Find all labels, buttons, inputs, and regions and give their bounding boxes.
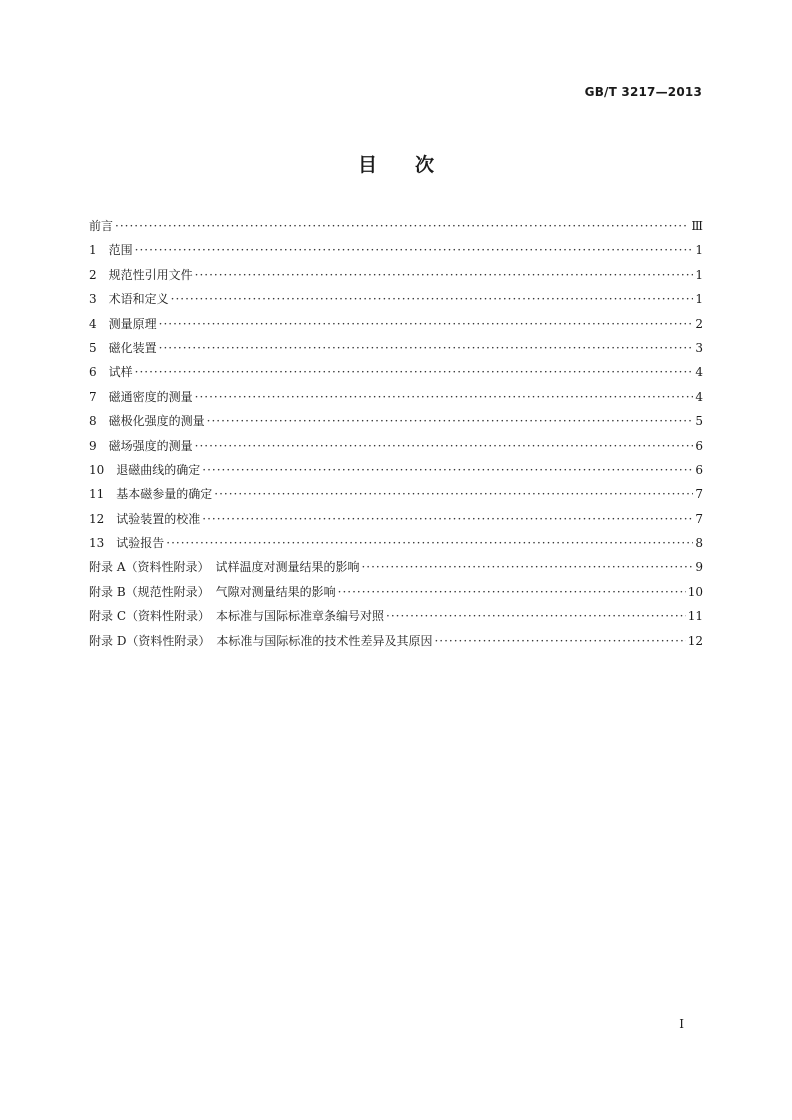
toc-entry-label: 附录 B（规范性附录） 气隙对测量结果的影响	[89, 584, 336, 599]
toc-entry-page: 7	[695, 487, 703, 502]
page-number: I	[679, 1017, 684, 1031]
toc-entry-page: 1	[695, 292, 703, 307]
toc-entry-page: 5	[695, 414, 703, 429]
dot-leader	[159, 336, 693, 360]
toc-entry-label: 附录 C（资料性附录） 本标准与国际标准章条编号对照	[89, 609, 384, 624]
toc-entry[interactable]	[89, 263, 703, 287]
toc-entry-page: 1	[695, 267, 703, 282]
dot-leader	[338, 580, 686, 604]
toc-entry[interactable]	[89, 604, 703, 628]
toc-entry-label: 3 术语和定义	[89, 292, 169, 307]
dot-leader	[135, 238, 693, 262]
dot-leader	[207, 409, 693, 433]
dot-leader	[166, 531, 693, 555]
toc-entry-page: 6	[695, 462, 703, 477]
toc-entry[interactable]	[89, 482, 703, 506]
dot-leader	[115, 214, 689, 238]
toc-entry[interactable]	[89, 629, 703, 653]
toc-entry-label: 12 试验装置的校准	[89, 511, 201, 526]
toc-entry-page: Ⅲ	[691, 219, 703, 233]
toc-entry-page: 10	[687, 584, 703, 599]
toc-entry[interactable]	[89, 580, 703, 604]
dot-leader	[202, 507, 693, 531]
toc-entry[interactable]	[89, 287, 703, 311]
toc-entry-label: 4 测量原理	[89, 316, 157, 331]
toc-entry[interactable]	[89, 531, 703, 555]
toc-entry-page: 8	[695, 536, 703, 551]
toc-entry-page: 9	[695, 560, 703, 575]
dot-leader	[195, 385, 693, 409]
title-char-2: 次	[415, 154, 435, 176]
table-of-contents	[89, 214, 703, 653]
toc-entry-label: 11 基本磁参量的确定	[89, 487, 213, 502]
title-char-1: 目	[357, 154, 377, 176]
toc-entry[interactable]	[89, 312, 703, 336]
dot-leader	[195, 263, 693, 287]
toc-entry-label: 2 规范性引用文件	[89, 267, 193, 282]
toc-entry-page: 4	[695, 365, 703, 380]
toc-entry[interactable]	[89, 434, 703, 458]
toc-entry-label: 5 磁化装置	[89, 340, 157, 355]
toc-entry-page: 3	[695, 340, 703, 355]
dot-leader	[195, 434, 693, 458]
toc-entry[interactable]	[89, 507, 703, 531]
toc-entry-label: 8 磁极化强度的测量	[89, 414, 205, 429]
dot-leader	[214, 482, 693, 506]
toc-entry[interactable]	[89, 336, 703, 360]
toc-entry-label: 6 试样	[89, 365, 133, 380]
standard-number: GB/T 3217—2013	[584, 85, 702, 99]
dot-leader	[386, 604, 686, 628]
toc-entry-label: 1 范围	[89, 243, 133, 258]
toc-entry[interactable]	[89, 360, 703, 384]
dot-leader	[159, 312, 693, 336]
toc-entry-page: 7	[695, 511, 703, 526]
toc-entry[interactable]	[89, 555, 703, 579]
page-title	[0, 150, 792, 177]
toc-entry-label: 7 磁通密度的测量	[89, 389, 193, 404]
toc-entry-page: 2	[695, 316, 703, 331]
toc-entry-label: 10 退磁曲线的确定	[89, 462, 201, 477]
toc-entry-label: 前言	[89, 219, 114, 233]
toc-entry-page: 4	[695, 389, 703, 404]
dot-leader	[135, 360, 693, 384]
toc-entry-label: 13 试验报告	[89, 536, 165, 551]
toc-entry[interactable]	[89, 385, 703, 409]
toc-entry[interactable]	[89, 214, 703, 238]
toc-entry[interactable]	[89, 409, 703, 433]
dot-leader	[434, 629, 685, 653]
toc-entry-label: 9 磁场强度的测量	[89, 438, 193, 453]
toc-entry-page: 1	[695, 243, 703, 258]
dot-leader	[361, 555, 693, 579]
toc-entry-page: 6	[695, 438, 703, 453]
toc-entry-label: 附录 D（资料性附录） 本标准与国际标准的技术性差异及其原因	[89, 633, 433, 648]
toc-entry[interactable]	[89, 458, 703, 482]
toc-entry[interactable]	[89, 238, 703, 262]
toc-entry-label: 附录 A（资料性附录） 试样温度对测量结果的影响	[89, 560, 360, 575]
toc-entry-page: 12	[687, 633, 703, 648]
dot-leader	[171, 287, 693, 311]
dot-leader	[202, 458, 693, 482]
toc-entry-page: 11	[687, 609, 703, 624]
